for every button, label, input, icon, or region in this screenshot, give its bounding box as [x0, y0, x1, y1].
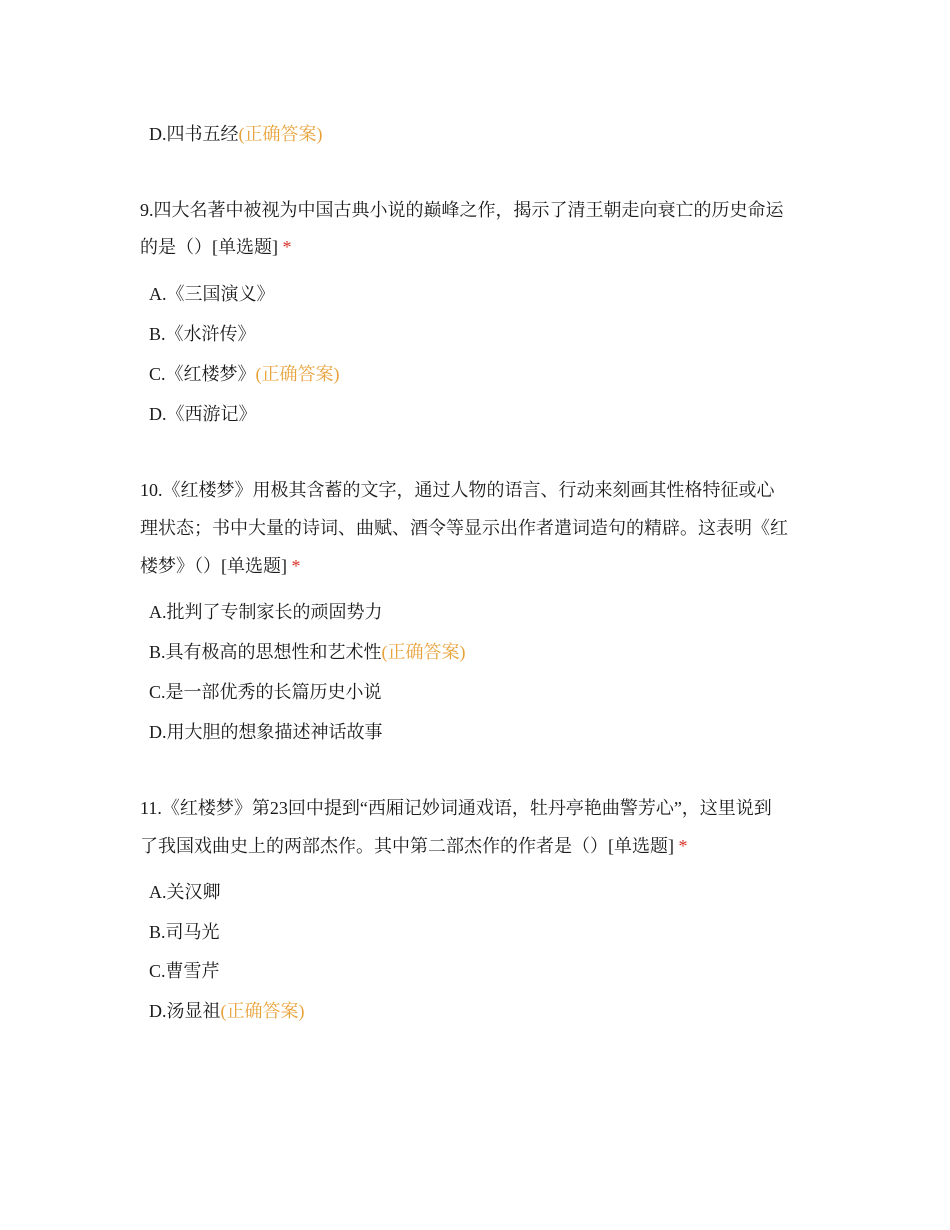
correct-answer-tag: (正确答案) — [220, 1001, 305, 1021]
option-label: B.《水浒传》 — [149, 324, 256, 344]
question-text: 楼梦》（）[单选题] — [140, 556, 287, 576]
q11-option-d[interactable] — [149, 998, 305, 1024]
option-label: A.关汉卿 — [149, 882, 221, 902]
option-label: D.四书五经 — [149, 124, 239, 144]
correct-answer-tag: (正确答案) — [238, 124, 323, 144]
correct-answer-tag: (正确答案) — [255, 364, 340, 384]
q10-title-line-2: 理状态；书中大量的诗词、曲赋、酒令等显示出作者遣词造句的精辟。这表明《红 — [140, 518, 788, 538]
q10-option-a[interactable] — [149, 599, 383, 625]
option-label: C.曹雪芹 — [149, 961, 220, 981]
q9-option-b[interactable] — [149, 321, 256, 347]
q10-option-c[interactable] — [149, 679, 382, 705]
option-label: A.批判了专制家长的顽固势力 — [149, 602, 383, 622]
question-text: 了我国戏曲史上的两部杰作。其中第二部杰作的作者是（）[单选题] — [140, 836, 674, 856]
q9-title-line-2 — [140, 234, 292, 260]
option-label: C.《红楼梦》 — [149, 364, 256, 384]
q11-title-line-1: 11.《红楼梦》第23回中提到“西厢记妙词通戏语，牡丹亭艳曲警芳心”，这里说到 — [140, 798, 772, 818]
q9-option-d[interactable] — [149, 401, 257, 427]
q11-option-b[interactable] — [149, 919, 220, 945]
option-label: B.具有极高的思想性和艺术性 — [149, 642, 382, 662]
q10-option-b[interactable] — [149, 639, 466, 665]
q9-option-a[interactable] — [149, 281, 275, 307]
option-label: B.司马光 — [149, 922, 220, 942]
correct-answer-tag: (正确答案) — [381, 642, 466, 662]
q10-title-line-1: 10.《红楼梦》用极其含蓄的文字，通过人物的语言、行动来刻画其性格特征或心 — [140, 480, 775, 500]
q11-title-line-2 — [140, 833, 688, 859]
option-label: D.汤显祖 — [149, 1001, 221, 1021]
q10-title-line-3 — [140, 553, 301, 579]
option-label: A.《三国演义》 — [149, 284, 275, 304]
q8-option-d[interactable] — [149, 121, 323, 147]
question-text: 的是（）[单选题] — [140, 237, 278, 257]
q9-title-line-1: 9.四大名著中被视为中国古典小说的巅峰之作，揭示了清王朝走向衰亡的历史命运 — [140, 200, 784, 220]
q9-option-c[interactable] — [149, 361, 340, 387]
required-mark: * — [282, 237, 292, 257]
q11-option-c[interactable] — [149, 958, 220, 984]
option-label: C.是一部优秀的长篇历史小说 — [149, 682, 382, 702]
required-mark: * — [678, 836, 688, 856]
option-label: D.用大胆的想象描述神话故事 — [149, 722, 383, 742]
q11-option-a[interactable] — [149, 879, 221, 905]
q10-option-d[interactable] — [149, 719, 383, 745]
option-label: D.《西游记》 — [149, 404, 257, 424]
required-mark: * — [291, 556, 301, 576]
